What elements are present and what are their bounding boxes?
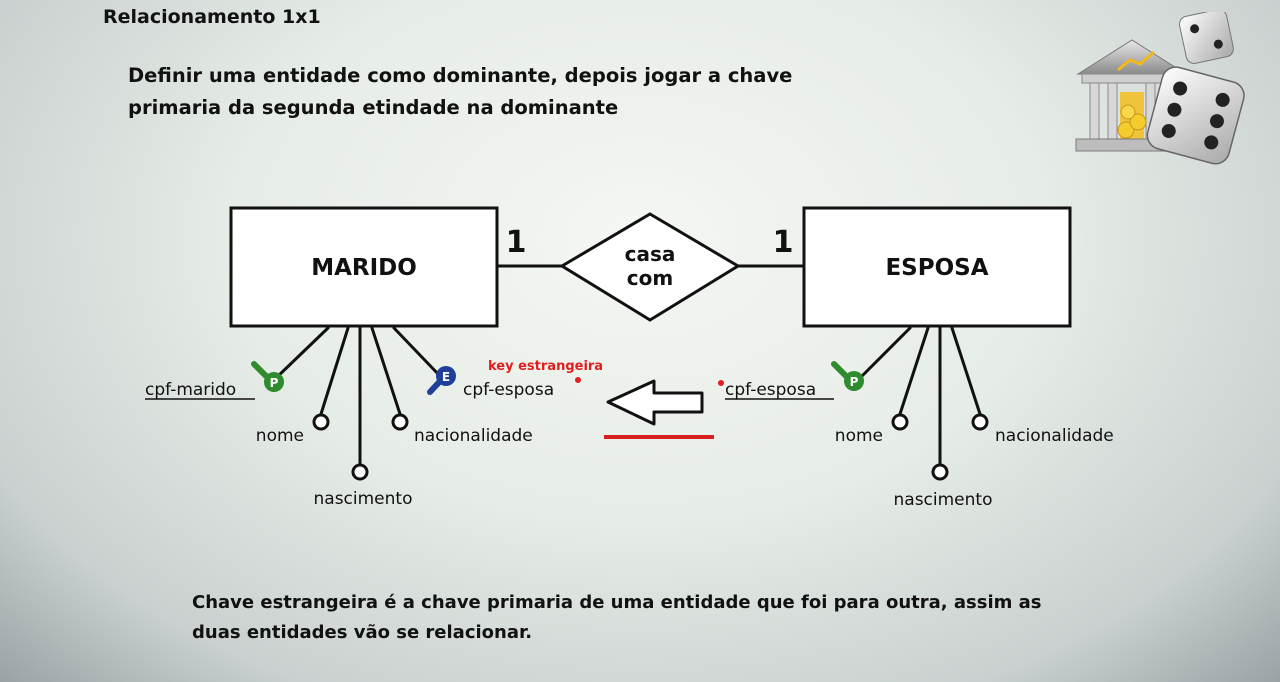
cardinality-left: 1 [505,225,527,260]
entity-esposa-label: ESPOSA [885,255,989,281]
attr-cpf-marido: cpf-marido [145,380,237,400]
attr-nascimento-right-circle [933,465,947,479]
attr-nascimento-circle [353,465,367,479]
attr-nome-left: nome [255,426,304,446]
attr-nacionalidade-left: nacionalidade [414,426,533,446]
relationship-label-line1: casa [624,242,676,266]
attr-nacionalidade-circle [393,415,407,429]
primary-key-badge-right: P [849,375,859,389]
relationship-label-line2: com [626,266,674,290]
annotation-dot-right [718,380,724,386]
attr-nome-right: nome [834,426,883,446]
footer-text: Chave estrangeira é a chave primaria de uma entidade que foi para outra, assim as duas entidades vão se relacionar. [192,592,1042,643]
attr-nacionalidade-right-circle [973,415,987,429]
bank-dice-logo-icon [1070,12,1270,177]
attr-cpf-esposa-fk: cpf-esposa [463,380,555,400]
primary-key-icon [254,364,284,392]
cardinality-right: 1 [772,225,794,260]
intro-text: Definir uma entidade como dominante, depois jogar a chave primaria da segunda etindade na dominante [128,64,793,119]
attr-cpf-esposa-pk: cpf-esposa [725,380,817,400]
slide-title: Relacionamento 1x1 [103,6,321,28]
attr-nacionalidade-right: nacionalidade [995,426,1114,446]
entity-marido-label: MARIDO [311,255,417,281]
attr-nascimento-right: nascimento [893,490,993,510]
annotation-key-estrangeira: key estrangeira [488,359,604,374]
annotation-dot-left [575,377,581,383]
attr-nascimento-left: nascimento [313,489,413,509]
attr-nome-right-circle [893,415,907,429]
attr-nome-circle [314,415,328,429]
primary-key-badge: P [269,376,279,390]
arrow-left-icon [608,381,702,424]
primary-key-icon [834,364,864,391]
foreign-key-badge: E [441,370,451,384]
